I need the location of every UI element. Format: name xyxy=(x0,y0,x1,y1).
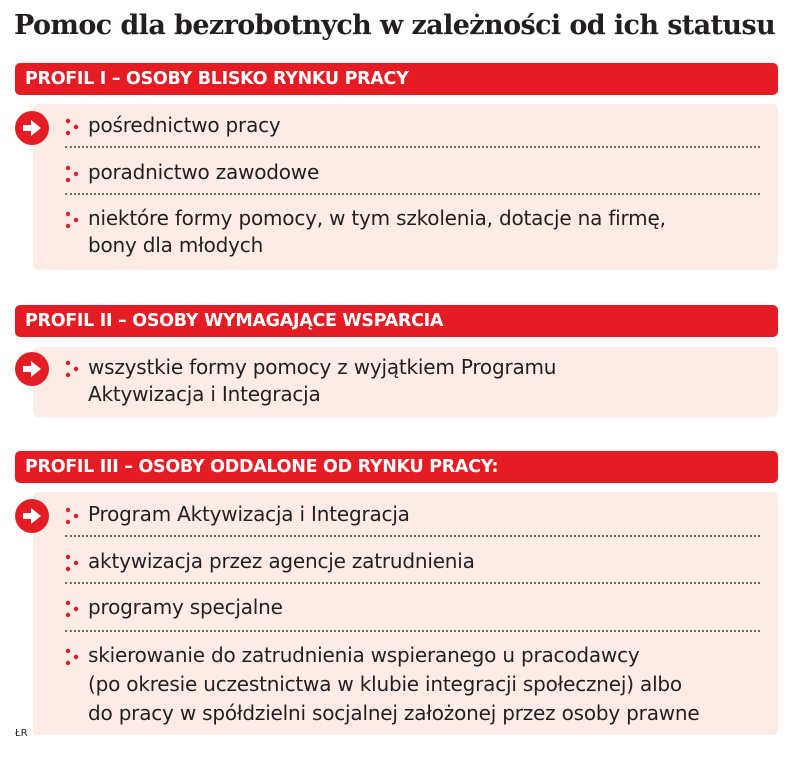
item-text: Aktywizacja i Integracja xyxy=(88,382,321,406)
arrow-right-icon xyxy=(15,352,49,386)
bullet-icon xyxy=(65,164,79,186)
item-text: do pracy w spółdzielni socjalnej założonej przez osoby prawne xyxy=(88,701,700,725)
item-text: pośrednictwo pracy xyxy=(88,113,281,137)
profile-1-header: PROFIL I – OSOBY BLISKO RYNKU PRACY xyxy=(15,63,778,95)
author-credit: ŁR xyxy=(15,728,28,739)
bullet-icon xyxy=(65,647,79,669)
dotted-divider xyxy=(65,146,760,148)
item-text: aktywizacja przez agencje zatrudnienia xyxy=(88,549,475,573)
bullet-icon xyxy=(65,553,79,575)
bullet-icon xyxy=(65,506,79,528)
item-text: (po okresie uczestnictwa w klubie integracji społecznej) albo xyxy=(88,672,682,696)
item-text: poradnictwo zawodowe xyxy=(88,160,320,184)
arrow-right-icon xyxy=(15,499,49,533)
item-text: bony dla młodych xyxy=(88,233,264,257)
bullet-icon xyxy=(65,359,79,381)
item-text: wszystkie formy pomocy z wyjątkiem Programu xyxy=(88,355,557,379)
dotted-divider xyxy=(65,630,760,632)
profile-3-header: PROFIL III – OSOBY ODDALONE OD RYNKU PRACY: xyxy=(15,451,778,483)
bullet-icon xyxy=(65,210,79,232)
item-text: Program Aktywizacja i Integracja xyxy=(88,502,410,526)
dotted-divider xyxy=(65,535,760,537)
bullet-icon xyxy=(65,117,79,139)
item-text: niektóre formy pomocy, w tym szkolenia, dotacje na firmę, xyxy=(88,206,666,230)
item-text: skierowanie do zatrudnienia wspieranego u pracodawcy xyxy=(88,643,640,667)
dotted-divider xyxy=(65,582,760,584)
profile-2-header: PROFIL II – OSOBY WYMAGAJĄCE WSPARCIA xyxy=(15,305,778,337)
bullet-icon xyxy=(65,599,79,621)
arrow-right-icon xyxy=(15,111,49,145)
dotted-divider xyxy=(65,193,760,195)
item-text: programy specjalne xyxy=(88,595,283,619)
page-title: Pomoc dla bezrobotnych w zależności od ich statusu xyxy=(14,10,776,41)
